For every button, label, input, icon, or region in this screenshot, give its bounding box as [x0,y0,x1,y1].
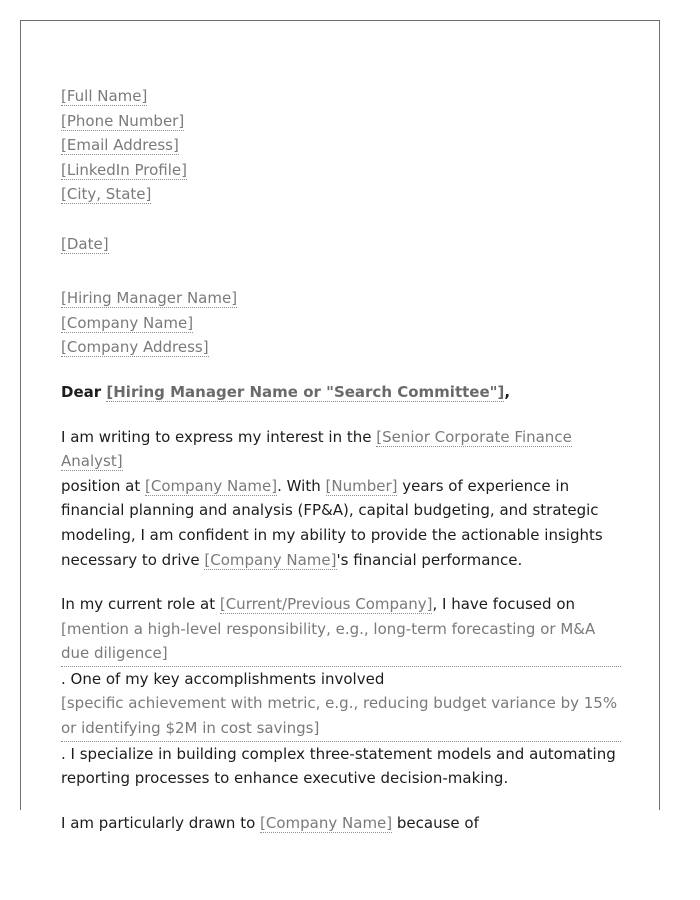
salutation [61,380,621,405]
intro-company-field-2[interactable]: [Company Name] [204,550,337,569]
paragraph-experience [61,592,621,791]
salutation-comma: , [504,382,511,401]
letter-body [61,84,621,835]
date-block [61,232,621,257]
full-name-field[interactable]: [Full Name] [61,87,148,105]
date-field[interactable]: [Date] [61,234,109,253]
interest-text-1: I am particularly drawn to [61,813,261,832]
experience-text-2: , I have focused on [432,595,576,614]
linkedin-field[interactable]: [LinkedIn Profile] [61,160,187,179]
city-state-field[interactable]: [City, State] [61,185,152,204]
experience-text-4: . I specialize in building complex three-statement models and automating reporting processes to enhance executive decision-making. [61,744,616,788]
interest-text-2: because of [392,813,479,832]
contact-block [61,84,621,207]
experience-text-1: In my current role at [61,595,220,614]
intro-text-2: position at [61,476,146,495]
salutation-dear: Dear [61,382,102,401]
hiring-manager-field[interactable]: [Hiring Manager Name] [61,289,238,308]
recipient-block [61,286,621,360]
responsibility-field[interactable]: [mention a high-level responsibility, e.g., long-term forecasting or M&A due diligence] [61,617,621,667]
document-page [20,20,660,832]
intro-text-5: 's financial performance. [336,550,523,569]
salutation-name-field[interactable]: [Hiring Manager Name or "Search Committee"] [106,382,505,401]
phone-field[interactable]: [Phone Number] [61,111,185,130]
intro-text-3: . With [277,476,326,495]
intro-text-1: I am writing to express my interest in the [61,427,377,446]
achievement-field[interactable]: [specific achievement with metric, e.g., reducing budget variance by 15% or identifying $2M in cost savings] [61,691,621,741]
paragraph-intro [61,425,621,573]
intro-company-field[interactable]: [Company Name] [145,476,278,495]
position-field[interactable]: [Senior Corporate Finance Analyst] [61,427,572,471]
company-address-field[interactable]: [Company Address] [61,338,209,357]
interest-company-field[interactable]: [Company Name] [260,813,393,832]
experience-text-3: . One of my key accomplishments involved [61,669,385,688]
paragraph-interest [61,811,621,836]
years-number-field[interactable]: [Number] [325,476,398,495]
intro-text-4: years of experience in financial planning and analysis (FP&A), capital budgeting, and strategic modeling, I am confident in my ability to provide the actionable insights necessary to drive [61,476,603,569]
company-name-field[interactable]: [Company Name] [61,313,194,332]
email-field[interactable]: [Email Address] [61,136,179,155]
current-company-field[interactable]: [Current/Previous Company] [219,595,433,614]
